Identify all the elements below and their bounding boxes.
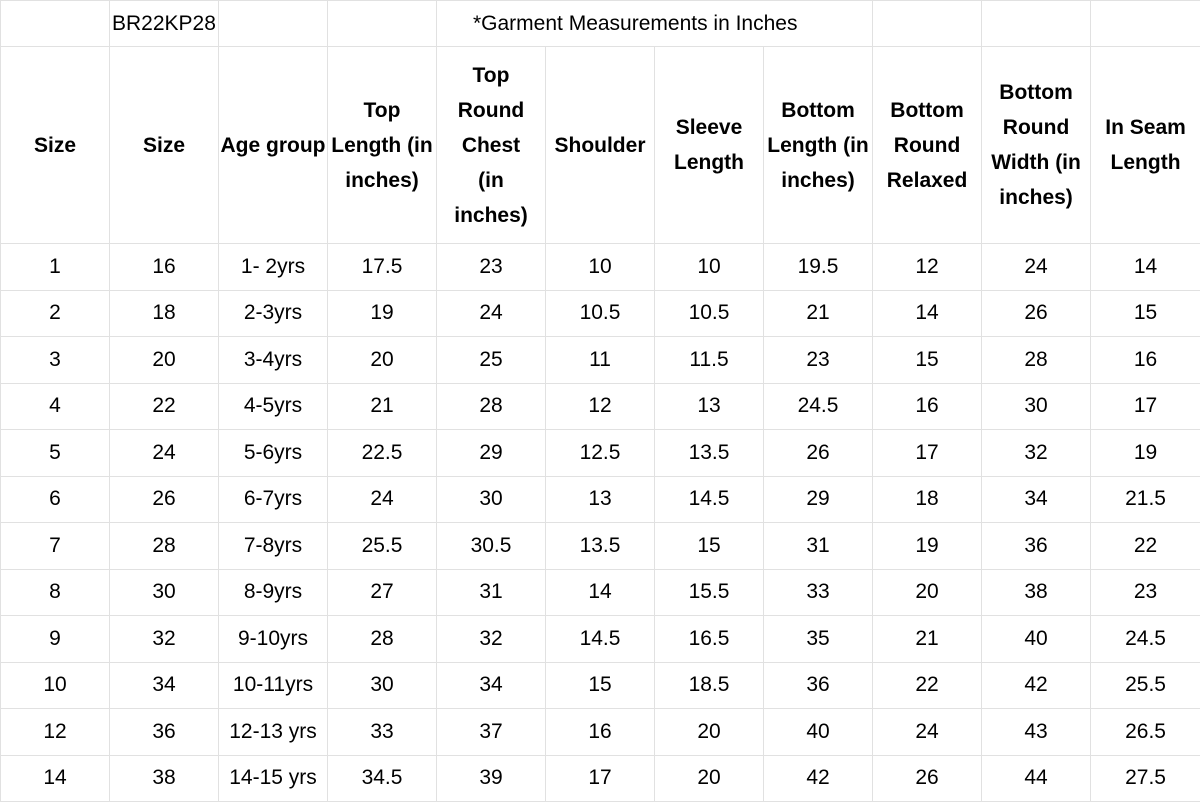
- cell-size-no: 12: [1, 709, 110, 756]
- cell-size: 16: [110, 244, 219, 291]
- cell-age-group: 7-8yrs: [219, 523, 328, 570]
- column-header-in-seam-length: In Seam Length: [1091, 47, 1200, 244]
- table-row: [1, 476, 1200, 523]
- cell-top-round-chest: 25: [437, 337, 546, 384]
- cell-bottom-round-width: 34: [982, 476, 1091, 523]
- cell-top-round-chest: 30: [437, 476, 546, 523]
- title-cell: [328, 1, 437, 47]
- cell-bottom-length: 33: [764, 569, 873, 616]
- column-header-age-group: Age group: [219, 47, 328, 244]
- cell-size-no: 7: [1, 523, 110, 570]
- cell-age-group: 5-6yrs: [219, 430, 328, 477]
- cell-bottom-round-width: 42: [982, 662, 1091, 709]
- column-header-bottom-length: Bottom Length (in inches): [764, 47, 873, 244]
- cell-in-seam-length: 16: [1091, 337, 1200, 384]
- cell-bottom-round-relaxed: 18: [873, 476, 982, 523]
- cell-top-round-chest: 28: [437, 383, 546, 430]
- cell-shoulder: 14.5: [546, 616, 655, 663]
- title-row: [1, 1, 1200, 47]
- cell-size-no: 8: [1, 569, 110, 616]
- cell-size: 34: [110, 662, 219, 709]
- cell-bottom-round-width: 38: [982, 569, 1091, 616]
- table-row: [1, 290, 1200, 337]
- cell-top-round-chest: 23: [437, 244, 546, 291]
- cell-top-length: 21: [328, 383, 437, 430]
- cell-top-length: 30: [328, 662, 437, 709]
- column-header-sleeve-length: Sleeve Length: [655, 47, 764, 244]
- column-header-size-no: Size: [1, 47, 110, 244]
- cell-top-round-chest: 34: [437, 662, 546, 709]
- title-cell: [1, 1, 110, 47]
- cell-size-no: 6: [1, 476, 110, 523]
- table-row: [1, 383, 1200, 430]
- column-header-bottom-round-width: Bottom Round Width (in inches): [982, 47, 1091, 244]
- column-header-bottom-round-relaxed: Bottom Round Relaxed: [873, 47, 982, 244]
- cell-sleeve-length: 15: [655, 523, 764, 570]
- cell-sleeve-length: 15.5: [655, 569, 764, 616]
- cell-in-seam-length: 15: [1091, 290, 1200, 337]
- cell-bottom-length: 19.5: [764, 244, 873, 291]
- cell-age-group: 14-15 yrs: [219, 755, 328, 802]
- column-header-row: [1, 47, 1200, 244]
- title-cell: [982, 1, 1091, 47]
- cell-size: 26: [110, 476, 219, 523]
- table-row: [1, 430, 1200, 477]
- cell-top-round-chest: 32: [437, 616, 546, 663]
- cell-bottom-round-width: 26: [982, 290, 1091, 337]
- table-row: [1, 662, 1200, 709]
- cell-sleeve-length: 11.5: [655, 337, 764, 384]
- cell-top-length: 20: [328, 337, 437, 384]
- cell-age-group: 12-13 yrs: [219, 709, 328, 756]
- cell-bottom-round-width: 40: [982, 616, 1091, 663]
- column-header-top-round-chest: Top Round Chest (in inches): [437, 47, 546, 244]
- cell-bottom-length: 29: [764, 476, 873, 523]
- cell-in-seam-length: 21.5: [1091, 476, 1200, 523]
- cell-bottom-round-relaxed: 16: [873, 383, 982, 430]
- cell-top-length: 28: [328, 616, 437, 663]
- cell-top-round-chest: 29: [437, 430, 546, 477]
- cell-size-no: 4: [1, 383, 110, 430]
- cell-age-group: 1- 2yrs: [219, 244, 328, 291]
- cell-bottom-round-relaxed: 15: [873, 337, 982, 384]
- cell-shoulder: 10: [546, 244, 655, 291]
- measurement-caption: *Garment Measurements in Inches: [437, 1, 873, 47]
- cell-top-round-chest: 37: [437, 709, 546, 756]
- cell-in-seam-length: 14: [1091, 244, 1200, 291]
- cell-top-length: 22.5: [328, 430, 437, 477]
- column-header-top-length: Top Length (in inches): [328, 47, 437, 244]
- cell-size: 18: [110, 290, 219, 337]
- cell-top-length: 17.5: [328, 244, 437, 291]
- cell-size: 32: [110, 616, 219, 663]
- column-header-shoulder: Shoulder: [546, 47, 655, 244]
- cell-bottom-round-width: 36: [982, 523, 1091, 570]
- table-row: [1, 523, 1200, 570]
- cell-shoulder: 17: [546, 755, 655, 802]
- title-cell: [1091, 1, 1200, 47]
- cell-size: 28: [110, 523, 219, 570]
- cell-top-length: 25.5: [328, 523, 437, 570]
- cell-bottom-round-width: 30: [982, 383, 1091, 430]
- cell-sleeve-length: 20: [655, 755, 764, 802]
- cell-shoulder: 12: [546, 383, 655, 430]
- table-row: [1, 709, 1200, 756]
- cell-sleeve-length: 20: [655, 709, 764, 756]
- cell-bottom-round-relaxed: 22: [873, 662, 982, 709]
- cell-top-length: 27: [328, 569, 437, 616]
- cell-top-round-chest: 30.5: [437, 523, 546, 570]
- cell-age-group: 8-9yrs: [219, 569, 328, 616]
- cell-sleeve-length: 14.5: [655, 476, 764, 523]
- cell-bottom-round-relaxed: 21: [873, 616, 982, 663]
- cell-size: 22: [110, 383, 219, 430]
- cell-in-seam-length: 27.5: [1091, 755, 1200, 802]
- cell-size: 38: [110, 755, 219, 802]
- cell-shoulder: 15: [546, 662, 655, 709]
- table-row: [1, 337, 1200, 384]
- table-row: [1, 569, 1200, 616]
- cell-top-round-chest: 24: [437, 290, 546, 337]
- cell-bottom-round-width: 28: [982, 337, 1091, 384]
- cell-sleeve-length: 10: [655, 244, 764, 291]
- cell-sleeve-length: 16.5: [655, 616, 764, 663]
- cell-bottom-round-relaxed: 17: [873, 430, 982, 477]
- cell-shoulder: 14: [546, 569, 655, 616]
- cell-top-round-chest: 31: [437, 569, 546, 616]
- cell-sleeve-length: 18.5: [655, 662, 764, 709]
- cell-in-seam-length: 25.5: [1091, 662, 1200, 709]
- cell-bottom-round-relaxed: 20: [873, 569, 982, 616]
- cell-shoulder: 16: [546, 709, 655, 756]
- table-row: [1, 616, 1200, 663]
- cell-bottom-round-width: 32: [982, 430, 1091, 477]
- cell-size-no: 9: [1, 616, 110, 663]
- cell-age-group: 4-5yrs: [219, 383, 328, 430]
- cell-bottom-length: 31: [764, 523, 873, 570]
- cell-bottom-length: 40: [764, 709, 873, 756]
- cell-age-group: 9-10yrs: [219, 616, 328, 663]
- cell-sleeve-length: 13.5: [655, 430, 764, 477]
- cell-size: 30: [110, 569, 219, 616]
- cell-top-length: 24: [328, 476, 437, 523]
- title-cell: [219, 1, 328, 47]
- cell-size: 20: [110, 337, 219, 384]
- cell-in-seam-length: 26.5: [1091, 709, 1200, 756]
- cell-size: 36: [110, 709, 219, 756]
- cell-size-no: 3: [1, 337, 110, 384]
- cell-sleeve-length: 13: [655, 383, 764, 430]
- cell-bottom-length: 26: [764, 430, 873, 477]
- cell-size-no: 2: [1, 290, 110, 337]
- cell-size: 24: [110, 430, 219, 477]
- cell-top-length: 19: [328, 290, 437, 337]
- cell-bottom-round-relaxed: 19: [873, 523, 982, 570]
- cell-bottom-length: 21: [764, 290, 873, 337]
- cell-shoulder: 13: [546, 476, 655, 523]
- cell-in-seam-length: 22: [1091, 523, 1200, 570]
- cell-sleeve-length: 10.5: [655, 290, 764, 337]
- column-header-size: Size: [110, 47, 219, 244]
- cell-age-group: 10-11yrs: [219, 662, 328, 709]
- cell-top-length: 34.5: [328, 755, 437, 802]
- cell-size-no: 1: [1, 244, 110, 291]
- cell-in-seam-length: 19: [1091, 430, 1200, 477]
- cell-bottom-round-relaxed: 12: [873, 244, 982, 291]
- cell-bottom-round-width: 24: [982, 244, 1091, 291]
- cell-top-round-chest: 39: [437, 755, 546, 802]
- cell-age-group: 3-4yrs: [219, 337, 328, 384]
- cell-in-seam-length: 24.5: [1091, 616, 1200, 663]
- cell-bottom-length: 24.5: [764, 383, 873, 430]
- cell-bottom-length: 36: [764, 662, 873, 709]
- cell-bottom-length: 42: [764, 755, 873, 802]
- cell-bottom-round-relaxed: 14: [873, 290, 982, 337]
- cell-bottom-length: 23: [764, 337, 873, 384]
- table-row: [1, 755, 1200, 802]
- cell-bottom-round-width: 43: [982, 709, 1091, 756]
- table-row: [1, 244, 1200, 291]
- cell-shoulder: 11: [546, 337, 655, 384]
- cell-age-group: 2-3yrs: [219, 290, 328, 337]
- cell-size-no: 14: [1, 755, 110, 802]
- cell-age-group: 6-7yrs: [219, 476, 328, 523]
- cell-shoulder: 12.5: [546, 430, 655, 477]
- title-cell: [873, 1, 982, 47]
- cell-bottom-round-width: 44: [982, 755, 1091, 802]
- style-code: BR22KP28: [110, 1, 219, 47]
- cell-bottom-round-relaxed: 24: [873, 709, 982, 756]
- cell-bottom-length: 35: [764, 616, 873, 663]
- cell-shoulder: 13.5: [546, 523, 655, 570]
- cell-size-no: 10: [1, 662, 110, 709]
- cell-in-seam-length: 23: [1091, 569, 1200, 616]
- cell-top-length: 33: [328, 709, 437, 756]
- cell-in-seam-length: 17: [1091, 383, 1200, 430]
- cell-bottom-round-relaxed: 26: [873, 755, 982, 802]
- cell-shoulder: 10.5: [546, 290, 655, 337]
- cell-size-no: 5: [1, 430, 110, 477]
